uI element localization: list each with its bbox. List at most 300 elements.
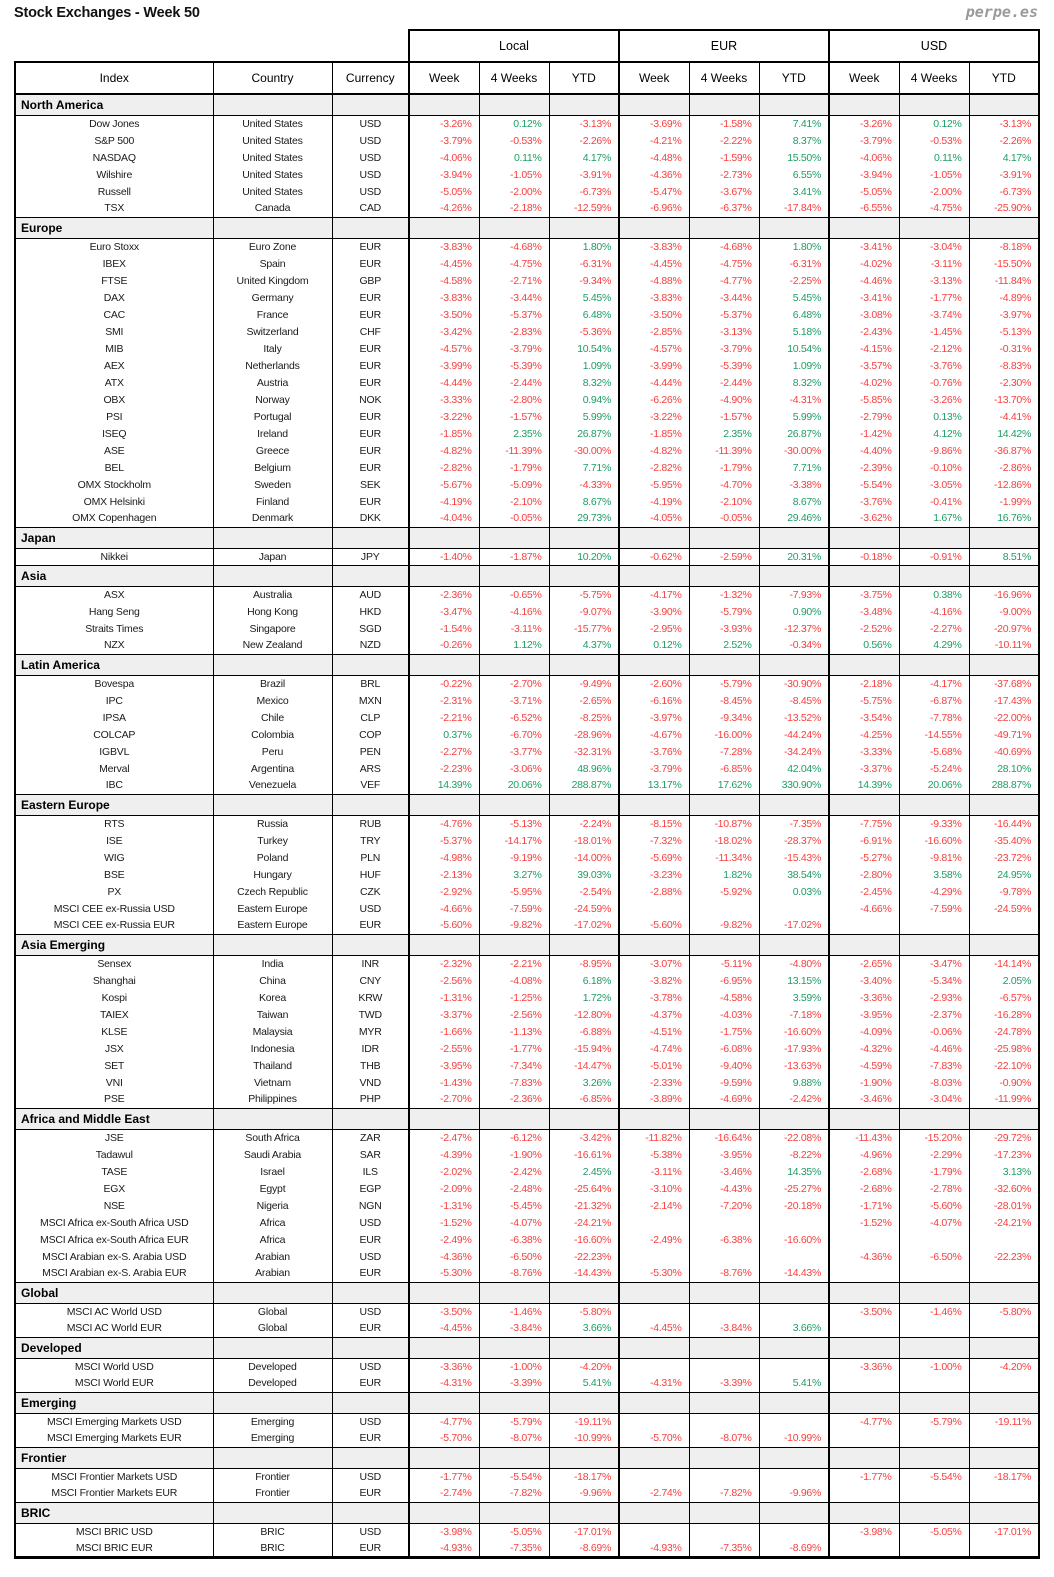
- value-cell: -4.20%: [969, 1358, 1039, 1375]
- value-cell: -1.00%: [479, 1358, 549, 1375]
- value-cell: -1.52%: [829, 1214, 899, 1231]
- value-cell: 1.67%: [899, 510, 969, 527]
- section-cell: [969, 527, 1039, 548]
- value-cell: -2.14%: [619, 1197, 689, 1214]
- table-row: [15, 1265, 1039, 1282]
- section-cell: [479, 654, 549, 675]
- section-cell: [899, 217, 969, 238]
- value-cell: -4.44%: [409, 374, 479, 391]
- index-cell: MSCI Arabian ex-S. Arabia USD: [15, 1248, 213, 1265]
- value-cell: -14.14%: [969, 955, 1039, 972]
- value-cell: -2.48%: [479, 1180, 549, 1197]
- value-cell: -4.75%: [689, 255, 759, 272]
- section-cell: [213, 1447, 332, 1468]
- value-cell: -2.82%: [409, 459, 479, 476]
- value-cell: -4.45%: [619, 1320, 689, 1337]
- table-row: [15, 1214, 1039, 1231]
- country-cell: Philippines: [213, 1091, 332, 1108]
- value-cell: -2.80%: [479, 391, 549, 408]
- value-cell: 26.87%: [549, 425, 619, 442]
- value-cell: -9.78%: [969, 883, 1039, 900]
- value-cell: -3.95%: [829, 1006, 899, 1023]
- index-cell: Bovespa: [15, 675, 213, 692]
- section-row: [15, 934, 1039, 955]
- value-cell: 2.52%: [689, 637, 759, 654]
- value-cell: -9.07%: [549, 603, 619, 620]
- section-cell: [409, 1108, 479, 1129]
- value-cell: -20.18%: [759, 1197, 829, 1214]
- currency-cell: PEN: [332, 743, 409, 760]
- value-cell: -13.52%: [759, 709, 829, 726]
- section-row: [15, 1447, 1039, 1468]
- value-cell: 288.87%: [969, 777, 1039, 794]
- section-cell: [969, 565, 1039, 586]
- country-cell: Korea: [213, 989, 332, 1006]
- value-cell: -2.56%: [409, 972, 479, 989]
- value-cell: -0.65%: [479, 586, 549, 603]
- value-cell: 1.09%: [759, 357, 829, 374]
- value-cell: -2.82%: [619, 459, 689, 476]
- table-row: [15, 777, 1039, 794]
- column-header-4weeks: 4 Weeks: [479, 62, 549, 94]
- section-label: Japan: [15, 527, 213, 548]
- value-cell: -24.59%: [969, 900, 1039, 917]
- table-row: [15, 1091, 1039, 1108]
- value-cell: -3.67%: [689, 183, 759, 200]
- value-cell: 2.45%: [549, 1163, 619, 1180]
- section-row: [15, 1392, 1039, 1413]
- value-cell: [689, 1303, 759, 1320]
- value-cell: -4.17%: [899, 675, 969, 692]
- value-cell: -5.70%: [409, 1430, 479, 1447]
- section-cell: [332, 527, 409, 548]
- value-cell: -7.83%: [899, 1057, 969, 1074]
- value-cell: -4.58%: [409, 272, 479, 289]
- section-cell: [829, 1282, 899, 1303]
- currency-cell: IDR: [332, 1040, 409, 1057]
- table-row: [15, 955, 1039, 972]
- value-cell: -0.18%: [829, 548, 899, 565]
- section-cell: [409, 1282, 479, 1303]
- value-cell: 5.99%: [549, 408, 619, 425]
- value-cell: -4.29%: [899, 883, 969, 900]
- section-cell: [549, 934, 619, 955]
- value-cell: -4.88%: [619, 272, 689, 289]
- country-cell: Venezuela: [213, 777, 332, 794]
- value-cell: -1.05%: [479, 166, 549, 183]
- value-cell: -34.24%: [759, 743, 829, 760]
- value-cell: -3.41%: [829, 238, 899, 255]
- value-cell: -4.03%: [689, 1006, 759, 1023]
- section-cell: [619, 1282, 689, 1303]
- value-cell: 288.87%: [549, 777, 619, 794]
- value-cell: -3.36%: [829, 1358, 899, 1375]
- section-cell: [479, 217, 549, 238]
- section-cell: [969, 1392, 1039, 1413]
- country-cell: BRIC: [213, 1540, 332, 1557]
- value-cell: -4.37%: [619, 1006, 689, 1023]
- value-cell: 0.94%: [549, 391, 619, 408]
- currency-cell: JPY: [332, 548, 409, 565]
- index-cell: TASE: [15, 1163, 213, 1180]
- value-cell: 10.54%: [549, 340, 619, 357]
- section-row: [15, 794, 1039, 815]
- currency-cell: VEF: [332, 777, 409, 794]
- value-cell: [759, 1248, 829, 1265]
- value-cell: -11.34%: [689, 849, 759, 866]
- currency-cell: USD: [332, 1413, 409, 1430]
- section-label: Developed: [15, 1337, 213, 1358]
- section-cell: [549, 565, 619, 586]
- value-cell: -0.10%: [899, 459, 969, 476]
- section-cell: [213, 217, 332, 238]
- index-cell: ISEQ: [15, 425, 213, 442]
- currency-cell: CNY: [332, 972, 409, 989]
- value-cell: 3.26%: [549, 1074, 619, 1091]
- value-cell: -3.50%: [619, 306, 689, 323]
- table-row: [15, 1146, 1039, 1163]
- index-cell: KLSE: [15, 1023, 213, 1040]
- value-cell: -2.33%: [619, 1074, 689, 1091]
- section-cell: [899, 1502, 969, 1523]
- value-cell: [829, 1320, 899, 1337]
- value-cell: -3.46%: [829, 1091, 899, 1108]
- value-cell: -4.02%: [829, 374, 899, 391]
- value-cell: [759, 1523, 829, 1540]
- value-cell: -0.05%: [689, 510, 759, 527]
- country-cell: Malaysia: [213, 1023, 332, 1040]
- value-cell: 7.71%: [759, 459, 829, 476]
- index-cell: IBEX: [15, 255, 213, 272]
- value-cell: -4.19%: [409, 493, 479, 510]
- value-cell: -5.80%: [969, 1303, 1039, 1320]
- value-cell: -5.24%: [899, 760, 969, 777]
- section-cell: [969, 1502, 1039, 1523]
- value-cell: 330.90%: [759, 777, 829, 794]
- value-cell: [829, 1231, 899, 1248]
- section-cell: [549, 1447, 619, 1468]
- value-cell: [689, 1358, 759, 1375]
- table-row: [15, 1006, 1039, 1023]
- value-cell: -1.59%: [689, 149, 759, 166]
- value-cell: -22.00%: [969, 709, 1039, 726]
- index-cell: MSCI World USD: [15, 1358, 213, 1375]
- value-cell: -6.88%: [549, 1023, 619, 1040]
- index-cell: MSCI Emerging Markets USD: [15, 1413, 213, 1430]
- group-header-eur: EUR: [619, 30, 829, 62]
- value-cell: [899, 1231, 969, 1248]
- index-cell: SMI: [15, 323, 213, 340]
- value-cell: -3.89%: [619, 1091, 689, 1108]
- country-cell: United States: [213, 166, 332, 183]
- section-cell: [829, 1108, 899, 1129]
- value-cell: -2.18%: [479, 200, 549, 217]
- value-cell: -14.17%: [479, 832, 549, 849]
- value-cell: 1.80%: [549, 238, 619, 255]
- value-cell: -2.30%: [969, 374, 1039, 391]
- value-cell: -9.59%: [689, 1074, 759, 1091]
- value-cell: -19.11%: [969, 1413, 1039, 1430]
- currency-cell: EUR: [332, 289, 409, 306]
- value-cell: -10.87%: [689, 815, 759, 832]
- value-cell: -3.10%: [619, 1180, 689, 1197]
- table-row: [15, 866, 1039, 883]
- value-cell: -3.84%: [689, 1320, 759, 1337]
- table-row: [15, 1358, 1039, 1375]
- column-header-week: Week: [409, 62, 479, 94]
- value-cell: -3.47%: [409, 603, 479, 620]
- value-cell: -5.34%: [899, 972, 969, 989]
- value-cell: -2.26%: [969, 132, 1039, 149]
- section-cell: [829, 1502, 899, 1523]
- value-cell: -2.55%: [409, 1040, 479, 1057]
- value-cell: -8.07%: [689, 1430, 759, 1447]
- value-cell: -9.81%: [899, 849, 969, 866]
- value-cell: 14.42%: [969, 425, 1039, 442]
- value-cell: -15.77%: [549, 620, 619, 637]
- section-cell: [409, 654, 479, 675]
- value-cell: [619, 1468, 689, 1485]
- table-row: [15, 586, 1039, 603]
- value-cell: -5.80%: [549, 1303, 619, 1320]
- section-cell: [549, 1108, 619, 1129]
- value-cell: -7.20%: [689, 1197, 759, 1214]
- value-cell: 20.06%: [479, 777, 549, 794]
- value-cell: -4.31%: [619, 1375, 689, 1392]
- value-cell: -3.22%: [409, 408, 479, 425]
- value-cell: -4.05%: [619, 510, 689, 527]
- country-cell: Italy: [213, 340, 332, 357]
- value-cell: -3.76%: [619, 743, 689, 760]
- value-cell: -9.19%: [479, 849, 549, 866]
- value-cell: 5.41%: [549, 1375, 619, 1392]
- value-cell: -1.77%: [479, 1040, 549, 1057]
- index-cell: MSCI CEE ex-Russia EUR: [15, 917, 213, 934]
- value-cell: 5.41%: [759, 1375, 829, 1392]
- value-cell: -12.86%: [969, 476, 1039, 493]
- country-cell: Hungary: [213, 866, 332, 883]
- value-cell: 38.54%: [759, 866, 829, 883]
- value-cell: -4.21%: [619, 132, 689, 149]
- value-cell: -6.52%: [479, 709, 549, 726]
- value-cell: 5.45%: [759, 289, 829, 306]
- value-cell: -16.61%: [549, 1146, 619, 1163]
- value-cell: -2.18%: [829, 675, 899, 692]
- value-cell: -3.82%: [619, 972, 689, 989]
- value-cell: 0.12%: [899, 115, 969, 132]
- value-cell: -35.40%: [969, 832, 1039, 849]
- value-cell: -1.85%: [409, 425, 479, 442]
- section-row: [15, 94, 1039, 115]
- value-cell: -2.73%: [689, 166, 759, 183]
- value-cell: -9.34%: [689, 709, 759, 726]
- table-row: [15, 132, 1039, 149]
- index-cell: Merval: [15, 760, 213, 777]
- value-cell: -3.79%: [689, 340, 759, 357]
- section-cell: [759, 565, 829, 586]
- currency-cell: EUR: [332, 1265, 409, 1282]
- value-cell: 0.03%: [759, 883, 829, 900]
- index-cell: IPC: [15, 692, 213, 709]
- value-cell: -2.42%: [759, 1091, 829, 1108]
- value-cell: -8.45%: [759, 692, 829, 709]
- value-cell: -3.23%: [619, 866, 689, 883]
- section-cell: [213, 654, 332, 675]
- column-header-currency: Currency: [332, 62, 409, 94]
- country-cell: Nigeria: [213, 1197, 332, 1214]
- index-cell: Tadawul: [15, 1146, 213, 1163]
- value-cell: -8.76%: [479, 1265, 549, 1282]
- index-cell: MSCI World EUR: [15, 1375, 213, 1392]
- section-cell: [689, 1502, 759, 1523]
- value-cell: 17.62%: [689, 777, 759, 794]
- value-cell: 15.50%: [759, 149, 829, 166]
- index-cell: FTSE: [15, 272, 213, 289]
- value-cell: 0.11%: [899, 149, 969, 166]
- table-row: [15, 374, 1039, 391]
- section-cell: [969, 1337, 1039, 1358]
- value-cell: 3.13%: [969, 1163, 1039, 1180]
- value-cell: [619, 1358, 689, 1375]
- section-cell: [619, 654, 689, 675]
- currency-cell: USD: [332, 183, 409, 200]
- value-cell: -5.39%: [479, 357, 549, 374]
- value-cell: -5.60%: [409, 917, 479, 934]
- value-cell: -4.77%: [829, 1413, 899, 1430]
- index-cell: CAC: [15, 306, 213, 323]
- value-cell: -2.00%: [479, 183, 549, 200]
- value-cell: -18.17%: [549, 1468, 619, 1485]
- value-cell: -6.96%: [619, 200, 689, 217]
- value-cell: -3.90%: [619, 603, 689, 620]
- index-cell: MSCI Frontier Markets USD: [15, 1468, 213, 1485]
- value-cell: [619, 1413, 689, 1430]
- currency-cell: EUR: [332, 255, 409, 272]
- value-cell: -1.31%: [409, 989, 479, 1006]
- currency-cell: EUR: [332, 459, 409, 476]
- value-cell: -37.68%: [969, 675, 1039, 692]
- section-row: [15, 1502, 1039, 1523]
- table-row: [15, 391, 1039, 408]
- value-cell: -7.75%: [829, 815, 899, 832]
- value-cell: [689, 1468, 759, 1485]
- value-cell: -2.68%: [829, 1180, 899, 1197]
- value-cell: -4.77%: [689, 272, 759, 289]
- value-cell: -4.75%: [899, 200, 969, 217]
- section-cell: [689, 527, 759, 548]
- value-cell: -5.95%: [619, 476, 689, 493]
- value-cell: -32.60%: [969, 1180, 1039, 1197]
- value-cell: -1.42%: [829, 425, 899, 442]
- country-cell: Argentina: [213, 760, 332, 777]
- section-cell: [829, 527, 899, 548]
- value-cell: [829, 1265, 899, 1282]
- index-cell: COLCAP: [15, 726, 213, 743]
- section-cell: [759, 217, 829, 238]
- section-cell: [689, 1282, 759, 1303]
- value-cell: -3.79%: [479, 340, 549, 357]
- value-cell: -2.27%: [899, 620, 969, 637]
- section-cell: [899, 94, 969, 115]
- value-cell: -2.36%: [479, 1091, 549, 1108]
- country-cell: Global: [213, 1320, 332, 1337]
- value-cell: -3.11%: [619, 1163, 689, 1180]
- index-cell: WIG: [15, 849, 213, 866]
- value-cell: -2.32%: [409, 955, 479, 972]
- value-cell: -3.83%: [409, 238, 479, 255]
- currency-cell: CZK: [332, 883, 409, 900]
- table-row: [15, 1057, 1039, 1074]
- value-cell: -4.39%: [409, 1146, 479, 1163]
- value-cell: -8.03%: [899, 1074, 969, 1091]
- value-cell: -7.35%: [689, 1540, 759, 1557]
- country-cell: Greece: [213, 442, 332, 459]
- value-cell: 3.66%: [759, 1320, 829, 1337]
- value-cell: -8.95%: [549, 955, 619, 972]
- value-cell: -1.45%: [899, 323, 969, 340]
- value-cell: -11.43%: [829, 1129, 899, 1146]
- section-label: Eastern Europe: [15, 794, 213, 815]
- value-cell: -4.82%: [619, 442, 689, 459]
- country-cell: Belgium: [213, 459, 332, 476]
- value-cell: -1.75%: [689, 1023, 759, 1040]
- value-cell: -8.76%: [689, 1265, 759, 1282]
- value-cell: -9.40%: [689, 1057, 759, 1074]
- value-cell: -2.12%: [899, 340, 969, 357]
- value-cell: -1.54%: [409, 620, 479, 637]
- table-row: [15, 166, 1039, 183]
- value-cell: -9.82%: [689, 917, 759, 934]
- value-cell: -16.00%: [689, 726, 759, 743]
- value-cell: -3.99%: [409, 357, 479, 374]
- value-cell: -4.41%: [969, 408, 1039, 425]
- table-row: [15, 1040, 1039, 1057]
- value-cell: -5.30%: [619, 1265, 689, 1282]
- value-cell: 7.41%: [759, 115, 829, 132]
- index-cell: Shanghai: [15, 972, 213, 989]
- value-cell: -3.13%: [899, 272, 969, 289]
- value-cell: -4.02%: [829, 255, 899, 272]
- table-row: [15, 1163, 1039, 1180]
- value-cell: [899, 917, 969, 934]
- value-cell: -14.00%: [549, 849, 619, 866]
- country-cell: Finland: [213, 493, 332, 510]
- value-cell: -18.17%: [969, 1468, 1039, 1485]
- currency-cell: CHF: [332, 323, 409, 340]
- section-cell: [332, 94, 409, 115]
- index-cell: Dow Jones: [15, 115, 213, 132]
- section-row: [15, 1282, 1039, 1303]
- table-row: [15, 183, 1039, 200]
- value-cell: -2.44%: [689, 374, 759, 391]
- table-row: [15, 760, 1039, 777]
- value-cell: 10.20%: [549, 548, 619, 565]
- value-cell: [829, 1430, 899, 1447]
- value-cell: -22.23%: [549, 1248, 619, 1265]
- value-cell: -4.76%: [409, 815, 479, 832]
- country-cell: Japan: [213, 548, 332, 565]
- value-cell: -6.37%: [689, 200, 759, 217]
- value-cell: -2.74%: [619, 1485, 689, 1502]
- table-row: [15, 255, 1039, 272]
- section-cell: [213, 94, 332, 115]
- value-cell: -0.41%: [899, 493, 969, 510]
- column-header-index: Index: [15, 62, 213, 94]
- value-cell: -3.41%: [829, 289, 899, 306]
- index-cell: TSX: [15, 200, 213, 217]
- value-cell: -1.79%: [689, 459, 759, 476]
- value-cell: -7.18%: [759, 1006, 829, 1023]
